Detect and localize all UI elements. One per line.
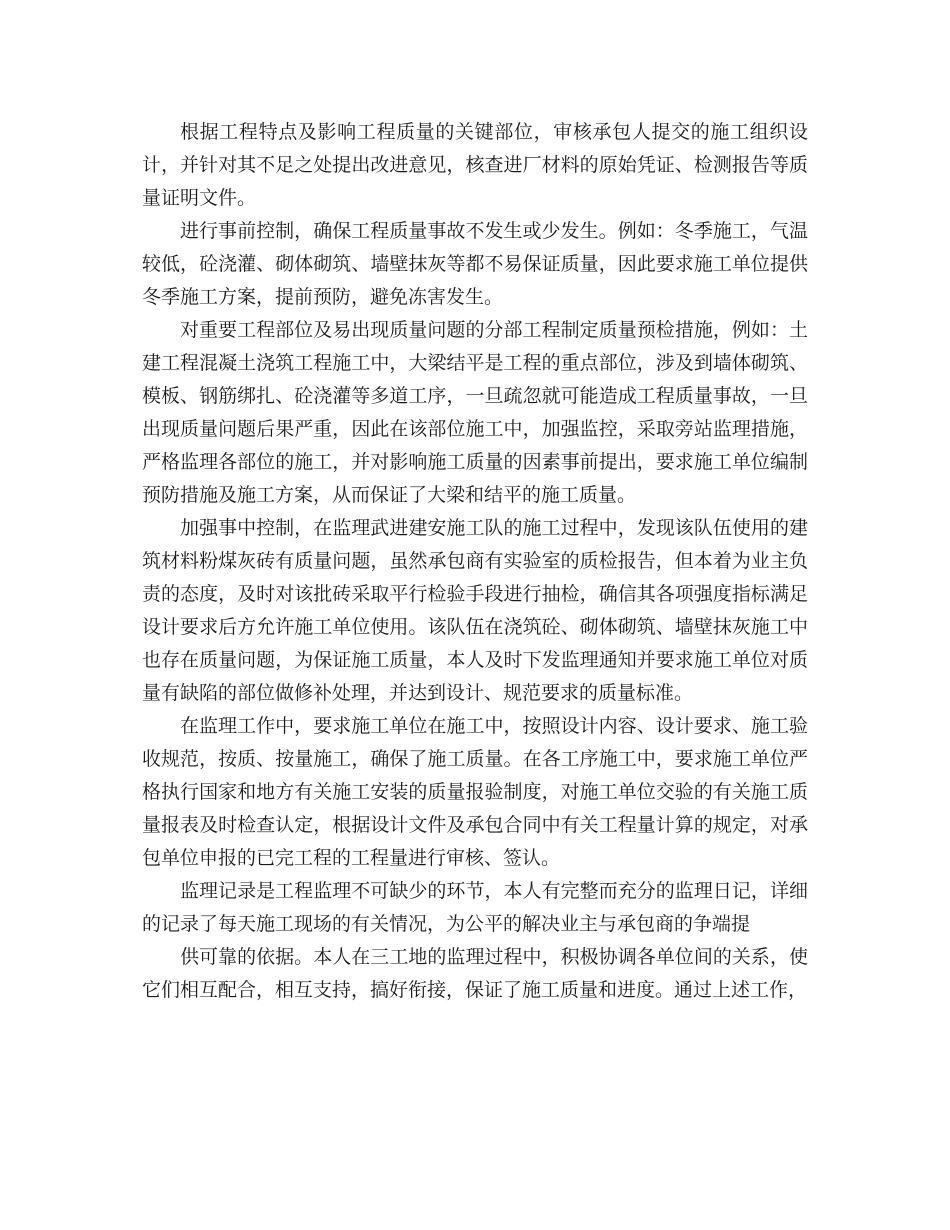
- paragraph-1: 根据工程特点及影响工程质量的关键部位，审核承包人提交的施工组织设计，并针对其不足之处提出改进意见，核查进厂材料的原始凭证、检测报告等质量证明文件。: [142, 121, 808, 209]
- paragraph-7: 供可靠的依据。本人在三工地的监理过程中，积极协调各单位间的关系，使它们相互配合，相互支持，搞好衔接，保证了施工质量和进度。通过上述工作，: [142, 946, 808, 1001]
- paragraph-2: 进行事前控制，确保工程质量事故不发生或少发生。例如：冬季施工，气温较低，砼浇灌、砌体砌筑、墙壁抹灰等都不易保证质量，因此要求施工单位提供冬季施工方案，提前预防，避免冻害发生。: [142, 220, 808, 308]
- paragraph-5: 在监理工作中，要求施工单位在施工中，按照设计内容、设计要求、施工验收规范，按质、按量施工，确保了施工质量。在各工序施工中，要求施工单位严格执行国家和地方有关施工安装的质量报验制度，对施工单位交验的有关施工质量报表及时检查认定，根据设计文件及承包合同中有关工程量计算的规定，对承包单位申报的已完工程的工程量进行审核、签认。: [142, 715, 808, 869]
- paragraph-3: 对重要工程部位及易出现质量问题的分部工程制定质量预检措施，例如：土建工程混凝土浇筑工程施工中，大梁结平是工程的重点部位，涉及到墙体砌筑、模板、钢筋绑扎、砼浇灌等多道工序，一旦疏忽就可能造成工程质量事故，一旦出现质量问题后果严重，因此在该部位施工中，加强监控，采取旁站监理措施，严格监理各部位的施工，并对影响施工质量的因素事前提出，要求施工单位编制预防措施及施工方案，从而保证了大梁和结平的施工质量。: [142, 319, 808, 506]
- document-page: [142, 116, 808, 1007]
- paragraph-4: 加强事中控制，在监理武进建安施工队的施工过程中，发现该队伍使用的建筑材料粉煤灰砖有质量问题，虽然承包商有实验室的质检报告，但本着为业主负责的态度，及时对该批砖采取平行检验手段进行抽检，确信其各项强度指标满足设计要求后方允许施工单位使用。该队伍在浇筑砼、砌体砌筑、墙壁抹灰施工中也存在质量问题，为保证施工质量，本人及时下发监理通知并要求施工单位对质量有缺陷的部位做修补处理，并达到设计、规范要求的质量标准。: [142, 517, 808, 704]
- paragraph-6: 监理记录是工程监理不可缺少的环节，本人有完整而充分的监理日记，详细的记录了每天施工现场的有关情况，为公平的解决业主与承包商的争端提: [142, 880, 808, 935]
